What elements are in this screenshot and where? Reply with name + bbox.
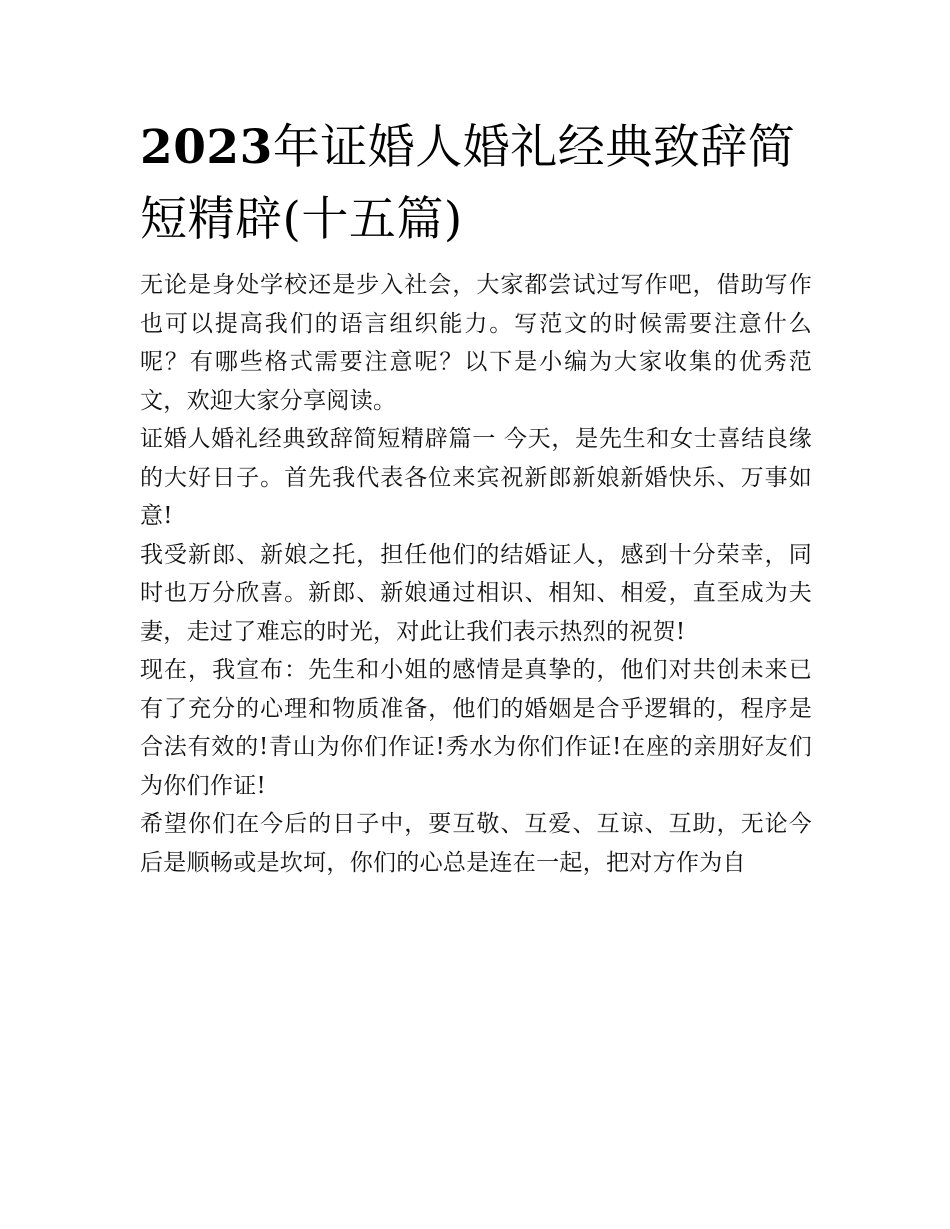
title-text: 年证婚人婚礼经典致辞简短精辟(十五篇) xyxy=(140,120,796,247)
title-year: 2023 xyxy=(140,120,273,175)
paragraph-intro: 无论是身处学校还是步入社会，大家都尝试过写作吧，借助写作也可以提高我们的语言组织能力。写范文的时候需要注意什么呢？有哪些格式需要注意呢？以下是小编为大家收集的优秀范文，欢迎大家分享阅读。 xyxy=(140,272,812,414)
paragraph-4: 希望你们在今后的日子中，要互敬、互爱、互谅、互助，无论今后是顺畅或是坎坷，你们的心总是连在一起，把对方作为自 xyxy=(140,811,812,876)
paragraph-3: 现在，我宣布：先生和小姐的感情是真挚的，他们对共创未来已有了充分的心理和物质准备，他们的婚姻是合乎逻辑的，程序是合法有效的!青山为你们作证!秀水为你们作证!在座的亲朋好友们为你们作证! xyxy=(140,657,812,799)
paragraph-2: 我受新郎、新娘之托，担任他们的结婚证人，感到十分荣幸，同时也万分欣喜。新郎、新娘通过相识、相知、相爱，直至成为夫妻，走过了难忘的时光，对此让我们表示热烈的祝贺! xyxy=(140,541,812,645)
document-body xyxy=(140,112,812,882)
document-title xyxy=(140,112,812,256)
paragraph-1: 证婚人婚礼经典致辞简短精辟篇一 今天，是先生和女士喜结良缘的大好日子。首先我代表各位来宾祝新郎新娘新婚快乐、万事如意! xyxy=(140,426,812,529)
